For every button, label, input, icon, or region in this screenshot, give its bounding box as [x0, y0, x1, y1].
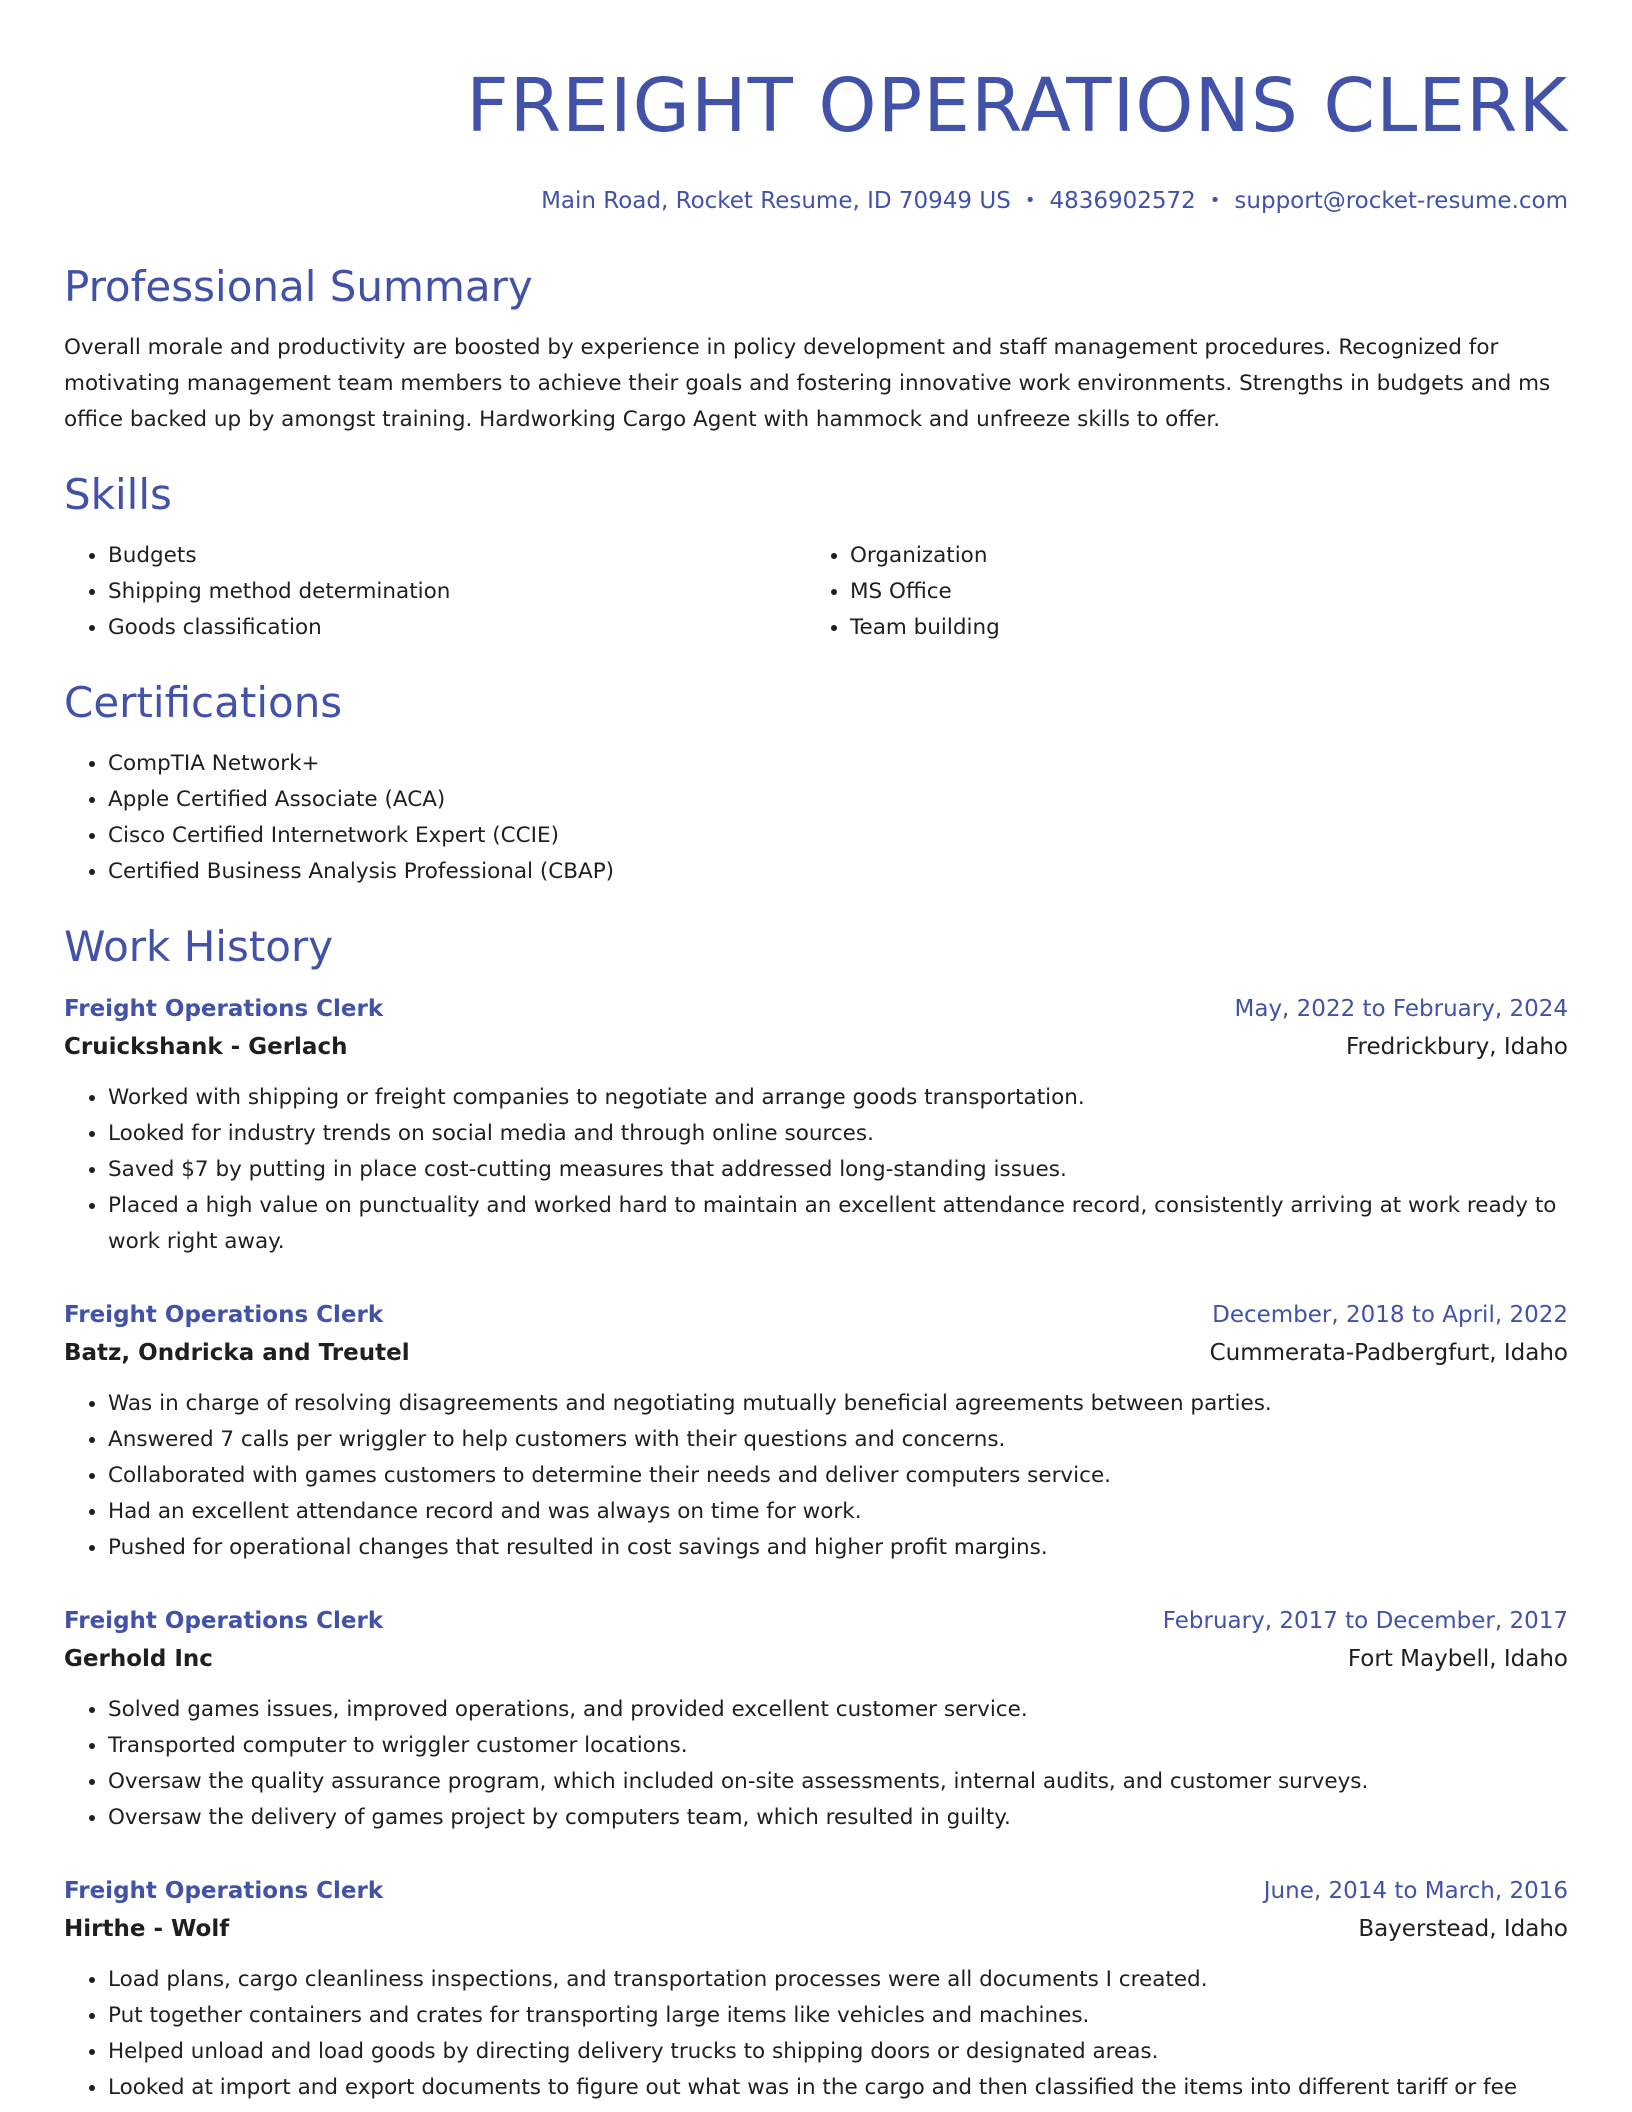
job-company: Hirthe - Wolf	[64, 1916, 230, 1942]
certifications-list	[64, 746, 1568, 890]
certification-item: • Cisco Certified Internetwork Expert (CCIE)	[108, 818, 1568, 854]
job-bullets	[64, 1962, 1568, 2106]
job-title: Freight Operations Clerk	[64, 1302, 384, 1328]
job-title-row	[64, 1872, 1568, 1910]
certification-item: • Certified Business Analysis Professional (CBAP)	[108, 854, 1568, 890]
job-location: Fort Maybell, Idaho	[1347, 1646, 1568, 1672]
section-heading-certifications: Certifications	[64, 678, 343, 727]
job-bullet: • Looked at import and export documents to figure out what was in the cargo and then classified the items into different tariff or fee	[108, 2070, 1568, 2106]
job-bullet: • Transported computer to wriggler customer locations.	[108, 1728, 1568, 1764]
job-title: Freight Operations Clerk	[64, 996, 384, 1022]
certification-item: • CompTIA Network+	[108, 746, 1568, 782]
job-bullets	[64, 1080, 1568, 1260]
resume-name-title: FREIGHT OPERATIONS CLERK	[466, 63, 1568, 149]
job-bullet: • Saved $7 by putting in place cost-cutting measures that addressed long-standing issues.	[108, 1152, 1568, 1188]
skill-item: • Goods classification	[108, 610, 806, 646]
job-bullet: • Solved games issues, improved operations, and provided excellent customer service.	[108, 1692, 1568, 1728]
job-dates: February, 2017 to December, 2017	[1162, 1608, 1568, 1634]
contact-separator: •	[1024, 190, 1036, 211]
job-company-row	[64, 1910, 1568, 1948]
job-bullet: • Load plans, cargo cleanliness inspections, and transportation processes were all documents I created.	[108, 1962, 1568, 1998]
job-dates: June, 2014 to March, 2016	[1263, 1878, 1568, 1904]
job-bullets	[64, 1386, 1568, 1566]
skills-list-left	[64, 538, 806, 646]
job-company: Gerhold Inc	[64, 1646, 213, 1672]
job-bullet: • Had an excellent attendance record and was always on time for work.	[108, 1494, 1568, 1530]
job-location: Bayerstead, Idaho	[1358, 1916, 1568, 1942]
job-entry	[64, 1602, 1568, 1836]
job-bullet: • Oversaw the quality assurance program, which included on-site assessments, internal audits, and customer surveys.	[108, 1764, 1568, 1800]
job-bullet: • Worked with shipping or freight companies to negotiate and arrange goods transportation.	[108, 1080, 1568, 1116]
section-heading-skills: Skills	[64, 470, 172, 519]
job-bullets	[64, 1692, 1568, 1836]
job-entry	[64, 1296, 1568, 1566]
job-title: Freight Operations Clerk	[64, 1608, 384, 1634]
job-entry	[64, 1872, 1568, 2106]
contact-phone[interactable]: 4836902572	[1049, 188, 1196, 214]
job-bullet: • Oversaw the delivery of games project by computers team, which resulted in guilty.	[108, 1800, 1568, 1836]
job-bullet: • Answered 7 calls per wriggler to help customers with their questions and concerns.	[108, 1422, 1568, 1458]
job-title-row	[64, 990, 1568, 1028]
job-dates: December, 2018 to April, 2022	[1212, 1302, 1568, 1328]
skill-item: • Shipping method determination	[108, 574, 806, 610]
job-bullet: • Put together containers and crates for transporting large items like vehicles and machines.	[108, 1998, 1568, 2034]
section-heading-work-history: Work History	[64, 922, 334, 971]
summary-text: Overall morale and productivity are boosted by experience in policy development and staff management procedures. Recognized for motivating management team members to achieve their goals and fostering innovative work environments. Strengths in budgets and ms office backed up by amongst training. Hardworking Cargo Agent with hammock and unfreeze skills to offer.	[64, 335, 1551, 432]
skills-list-right	[806, 538, 1568, 646]
job-title-row	[64, 1602, 1568, 1640]
job-title-row	[64, 1296, 1568, 1334]
contact-address: Main Road, Rocket Resume, ID 70949 US	[541, 188, 1011, 214]
job-company-row	[64, 1028, 1568, 1066]
skill-item: • MS Office	[850, 574, 1568, 610]
job-bullet: • Placed a high value on punctuality and worked hard to maintain an excellent attendance record, consistently arriving at work ready to work right away.	[108, 1188, 1568, 1260]
contact-email[interactable]: support@rocket-resume.com	[1234, 188, 1568, 214]
job-company-row	[64, 1640, 1568, 1678]
contact-line	[64, 184, 1568, 220]
job-dates: May, 2022 to February, 2024	[1234, 996, 1568, 1022]
skills-grid	[64, 538, 1568, 646]
job-entry	[64, 990, 1568, 1260]
job-title: Freight Operations Clerk	[64, 1878, 384, 1904]
job-bullet: • Helped unload and load goods by directing delivery trucks to shipping doors or designated areas.	[108, 2034, 1568, 2070]
certification-item: • Apple Certified Associate (ACA)	[108, 782, 1568, 818]
job-bullet: • Looked for industry trends on social media and through online sources.	[108, 1116, 1568, 1152]
job-bullet: • Pushed for operational changes that resulted in cost savings and higher profit margins.	[108, 1530, 1568, 1566]
job-company: Batz, Ondricka and Treutel	[64, 1340, 410, 1366]
job-company: Cruickshank - Gerlach	[64, 1034, 348, 1060]
job-bullet: • Collaborated with games customers to determine their needs and deliver computers service.	[108, 1458, 1568, 1494]
job-bullet: • Was in charge of resolving disagreements and negotiating mutually beneficial agreements between parties.	[108, 1386, 1568, 1422]
contact-separator: •	[1209, 190, 1221, 211]
skill-item: • Organization	[850, 538, 1568, 574]
job-company-row	[64, 1334, 1568, 1372]
skill-item: • Budgets	[108, 538, 806, 574]
job-location: Fredrickbury, Idaho	[1345, 1034, 1568, 1060]
skill-item: • Team building	[850, 610, 1568, 646]
job-location: Cummerata-Padbergfurt, Idaho	[1209, 1340, 1568, 1366]
section-heading-summary: Professional Summary	[64, 262, 533, 311]
